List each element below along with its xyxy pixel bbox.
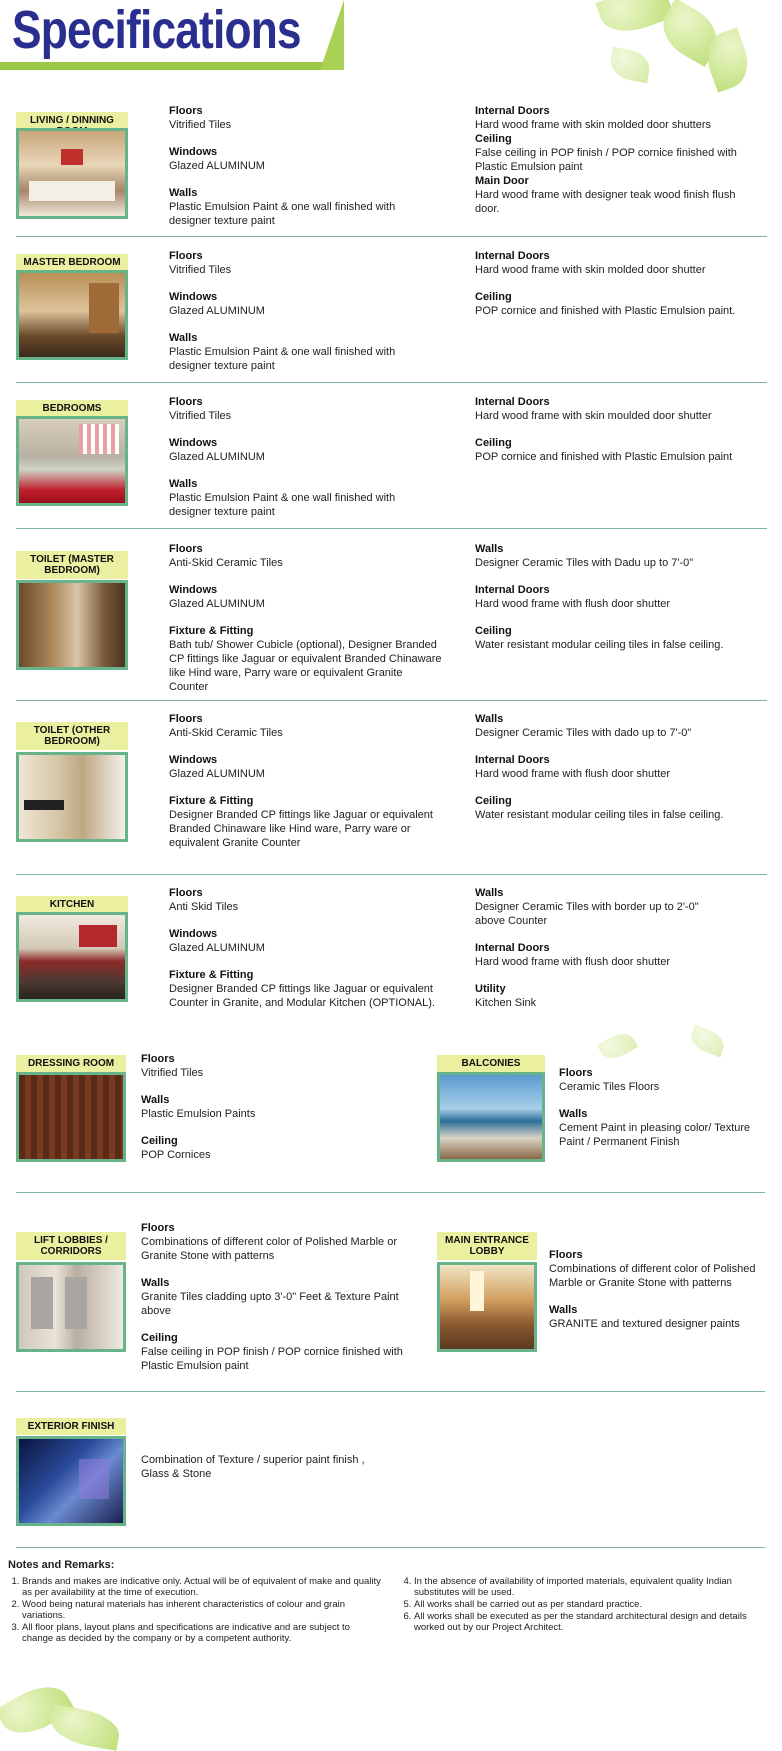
spec-value: Plastic Emulsion Paints [141, 1108, 256, 1120]
dressing-specs [141, 1052, 401, 1175]
bedroom-photo [16, 416, 128, 506]
master-bedroom-photo [16, 270, 128, 360]
note-item: 1. Brands and makes are indicative only. Actual will be of equivalent of make and quality as per availability at the time of execution. [22, 1576, 383, 1598]
section-divider [16, 382, 767, 383]
spec-heading: Windows [169, 928, 218, 940]
spec-heading: Internal Doors [475, 754, 550, 766]
living-specs-right [475, 104, 745, 216]
section-label: BEDROOMS [16, 400, 128, 417]
living-specs-left [169, 104, 439, 241]
spec-value: Designer Ceramic Tiles with Dadu up to 7'-0" [475, 557, 694, 569]
note-item: 2. Wood being natural materials has inherent characteristics of colour and grain variations. [22, 1599, 383, 1621]
section-divider [16, 1192, 765, 1193]
spec-heading: Internal Doors [475, 105, 550, 117]
page-title: Specifications [12, 0, 301, 60]
note-item: 5. All works shall be carried out as per standard practice. [414, 1599, 775, 1610]
spec-value: Hard wood frame with flush door shutter [475, 768, 671, 780]
spec-value: Glazed ALUMINUM [169, 942, 265, 954]
title-accent [320, 0, 344, 70]
notes-section [8, 1559, 768, 1644]
master-specs-left [169, 249, 439, 386]
exterior-specs [141, 1453, 371, 1481]
balconies-photo [437, 1072, 545, 1162]
spec-heading: Floors [559, 1067, 593, 1079]
section-divider [16, 236, 767, 237]
exterior-photo [16, 1436, 126, 1526]
note-item: 6. All works shall be executed as per the standard architectural design and details worked out by our Project Architect. [414, 1611, 775, 1633]
leaf-decoration [597, 1028, 638, 1065]
spec-heading: Windows [169, 437, 218, 449]
spec-heading: Floors [169, 105, 203, 117]
spec-value: Granite Tiles cladding upto 3'-0" Feet & Texture Paint above [141, 1291, 399, 1317]
spec-heading: Floors [169, 396, 203, 408]
spec-value: GRANITE and textured designer paints [549, 1318, 740, 1330]
section-divider [16, 700, 767, 701]
toilet-master-photo [16, 580, 128, 670]
spec-value: Hard wood frame with flush door shutter [475, 598, 671, 610]
spec-heading: Walls [549, 1304, 578, 1316]
spec-value: POP cornice and finished with Plastic Emulsion paint [475, 451, 733, 463]
spec-value: Designer Ceramic Tiles with dado up to 7'-0" [475, 727, 692, 739]
spec-value: Water resistant modular ceiling tiles in false ceiling. [475, 809, 724, 821]
lift-lobby-photo [16, 1262, 126, 1352]
toilet-master-specs-left [169, 542, 444, 707]
spec-value: Hard wood frame with skin molded door shutter [475, 264, 706, 276]
spec-value: Combinations of different color of Polished Marble or Granite Stone with patterns [549, 1263, 756, 1289]
spec-heading: Windows [169, 584, 218, 596]
spec-heading: Windows [169, 146, 218, 158]
spec-heading: Ceiling [475, 133, 512, 145]
spec-heading: Internal Doors [475, 396, 550, 408]
spec-heading: Internal Doors [475, 584, 550, 596]
living-room-photo [16, 128, 128, 219]
spec-value: Bath tub/ Shower Cubicle (optional), Designer Branded CP fittings like Jaguar or equivalent Branded Chinaware like Hind ware, Parry ware or equivalent Granite Counter [169, 639, 442, 693]
lobbies-specs [141, 1221, 411, 1386]
spec-value: Vitrified Tiles [141, 1067, 204, 1079]
toilet-other-specs-right [475, 712, 750, 835]
spec-heading: Floors [169, 543, 203, 555]
exterior-text: Combination of Texture / superior paint finish , Glass & Stone [141, 1454, 365, 1480]
leaf-decoration [47, 1704, 122, 1751]
spec-value: POP Cornices [141, 1149, 211, 1161]
spec-heading: Ceiling [141, 1332, 178, 1344]
toilet-other-specs-left [169, 712, 444, 863]
spec-value: Glazed ALUMINUM [169, 305, 265, 317]
spec-value: Glazed ALUMINUM [169, 598, 265, 610]
section-label: EXTERIOR FINISH [16, 1418, 126, 1435]
spec-heading: Fixture & Fitting [169, 795, 254, 807]
spec-heading: Floors [169, 887, 203, 899]
spec-heading: Walls [475, 887, 504, 899]
spec-value: Anti Skid Tiles [169, 901, 239, 913]
spec-heading: Ceiling [475, 437, 512, 449]
section-label: MAIN ENTRANCE LOBBY [437, 1232, 537, 1260]
spec-value: Vitrified Tiles [169, 119, 232, 131]
spec-heading: Walls [141, 1094, 170, 1106]
spec-heading: Fixture & Fitting [169, 625, 254, 637]
spec-value: Designer Branded CP fittings like Jaguar or equivalent Counter in Granite, and Modular Kitchen (OPTIONAL). [169, 983, 435, 1009]
entrance-specs [549, 1248, 764, 1344]
spec-value: Combinations of different color of Polished Marble or Granite Stone with patterns [141, 1236, 397, 1262]
spec-value: Glazed ALUMINUM [169, 160, 265, 172]
note-item: 3. All floor plans, layout plans and specifications are indicative and are subject to change as decided by the company or by a competent authority. [22, 1622, 383, 1644]
spec-heading: Internal Doors [475, 250, 550, 262]
spec-heading: Walls [169, 332, 198, 344]
notes-title: Notes and Remarks: [8, 1559, 115, 1571]
balconies-specs [559, 1066, 764, 1162]
spec-heading: Walls [559, 1108, 588, 1120]
spec-heading: Floors [169, 713, 203, 725]
title-underline [0, 62, 340, 70]
spec-value: False ceiling in POP finish / POP cornice finished with Plastic Emulsion paint [475, 147, 737, 173]
bedrooms-specs-left [169, 395, 439, 532]
spec-value: Anti-Skid Ceramic Tiles [169, 557, 283, 569]
dressing-room-photo [16, 1072, 126, 1162]
spec-value: Glazed ALUMINUM [169, 451, 265, 463]
section-label: BALCONIES [437, 1055, 545, 1072]
kitchen-specs-left [169, 886, 444, 1023]
section-divider [16, 1391, 765, 1392]
entrance-lobby-photo [437, 1262, 537, 1352]
spec-value: Plastic Emulsion Paint & one wall finished with designer texture paint [169, 201, 396, 227]
spec-heading: Ceiling [141, 1135, 178, 1147]
spec-value: Designer Ceramic Tiles with border up to 2'-0" above Counter [475, 901, 699, 927]
spec-value: False ceiling in POP finish / POP cornice finished with Plastic Emulsion paint [141, 1346, 403, 1372]
section-label: MASTER BEDROOM [16, 254, 128, 271]
spec-heading: Walls [141, 1277, 170, 1289]
spec-heading: Windows [169, 291, 218, 303]
note-item: 4. In the absence of availability of imported materials, equivalent quality Indian substitutes will be used. [414, 1576, 775, 1598]
spec-heading: Floors [141, 1053, 175, 1065]
toilet-other-photo [16, 752, 128, 842]
spec-heading: Internal Doors [475, 942, 550, 954]
spec-heading: Floors [549, 1249, 583, 1261]
spec-heading: Walls [169, 187, 198, 199]
spec-value: Vitrified Tiles [169, 410, 232, 422]
spec-value: Anti-Skid Ceramic Tiles [169, 727, 283, 739]
spec-heading: Main Door [475, 175, 529, 187]
spec-value: Ceramic Tiles Floors [559, 1081, 660, 1093]
spec-heading: Utility [475, 983, 506, 995]
section-label: DRESSING ROOM [16, 1055, 126, 1072]
notes-left [8, 1576, 383, 1645]
spec-heading: Walls [475, 543, 504, 555]
section-label: TOILET (OTHER BEDROOM) [16, 722, 128, 750]
spec-value: Hard wood frame with skin moulded door shutter [475, 410, 712, 422]
section-label: LIVING / DINNING [16, 112, 128, 140]
spec-heading: Walls [475, 713, 504, 725]
section-label: TOILET (MASTER BEDROOM) [16, 551, 128, 579]
spec-value: Vitrified Tiles [169, 264, 232, 276]
spec-value: Designer Branded CP fittings like Jaguar or equivalent Branded Chinaware like Hind ware, Parry ware or equivalent Granite Counter [169, 809, 433, 849]
section-divider [16, 528, 767, 529]
spec-value: Hard wood frame with flush door shutter [475, 956, 671, 968]
section-label: LIFT LOBBIES / CORRIDORS [16, 1232, 126, 1260]
spec-heading: Floors [141, 1222, 175, 1234]
master-specs-right [475, 249, 745, 331]
kitchen-photo [16, 912, 128, 1002]
section-label: KITCHEN [16, 896, 128, 913]
spec-value: POP cornice and finished with Plastic Emulsion paint. [475, 305, 736, 317]
spec-value: Water resistant modular ceiling tiles in false ceiling. [475, 639, 724, 651]
kitchen-specs-right [475, 886, 725, 1023]
section-divider [16, 874, 767, 875]
spec-heading: Windows [169, 754, 218, 766]
spec-heading: Ceiling [475, 291, 512, 303]
title-banner [0, 0, 360, 74]
spec-heading: Fixture & Fitting [169, 969, 254, 981]
leaf-decoration [687, 1025, 727, 1058]
spec-value: Plastic Emulsion Paint & one wall finished with designer texture paint [169, 492, 396, 518]
section-divider [16, 1547, 765, 1548]
spec-heading: Floors [169, 250, 203, 262]
spec-value: Plastic Emulsion Paint & one wall finished with designer texture paint [169, 346, 396, 372]
spec-value: Hard wood frame with designer teak wood finish flush door. [475, 189, 736, 215]
leaf-decoration [608, 47, 653, 83]
toilet-master-specs-right [475, 542, 750, 665]
spec-value: Glazed ALUMINUM [169, 768, 265, 780]
spec-value: Kitchen Sink [475, 997, 537, 1009]
spec-value: Hard wood frame with skin molded door shutters [475, 119, 711, 131]
spec-heading: Ceiling [475, 795, 512, 807]
spec-heading: Ceiling [475, 625, 512, 637]
notes-right [400, 1576, 775, 1634]
spec-value: Cement Paint in pleasing color/ Texture Paint / Permanent Finish [559, 1122, 751, 1148]
spec-heading: Walls [169, 478, 198, 490]
bedrooms-specs-right [475, 395, 745, 477]
